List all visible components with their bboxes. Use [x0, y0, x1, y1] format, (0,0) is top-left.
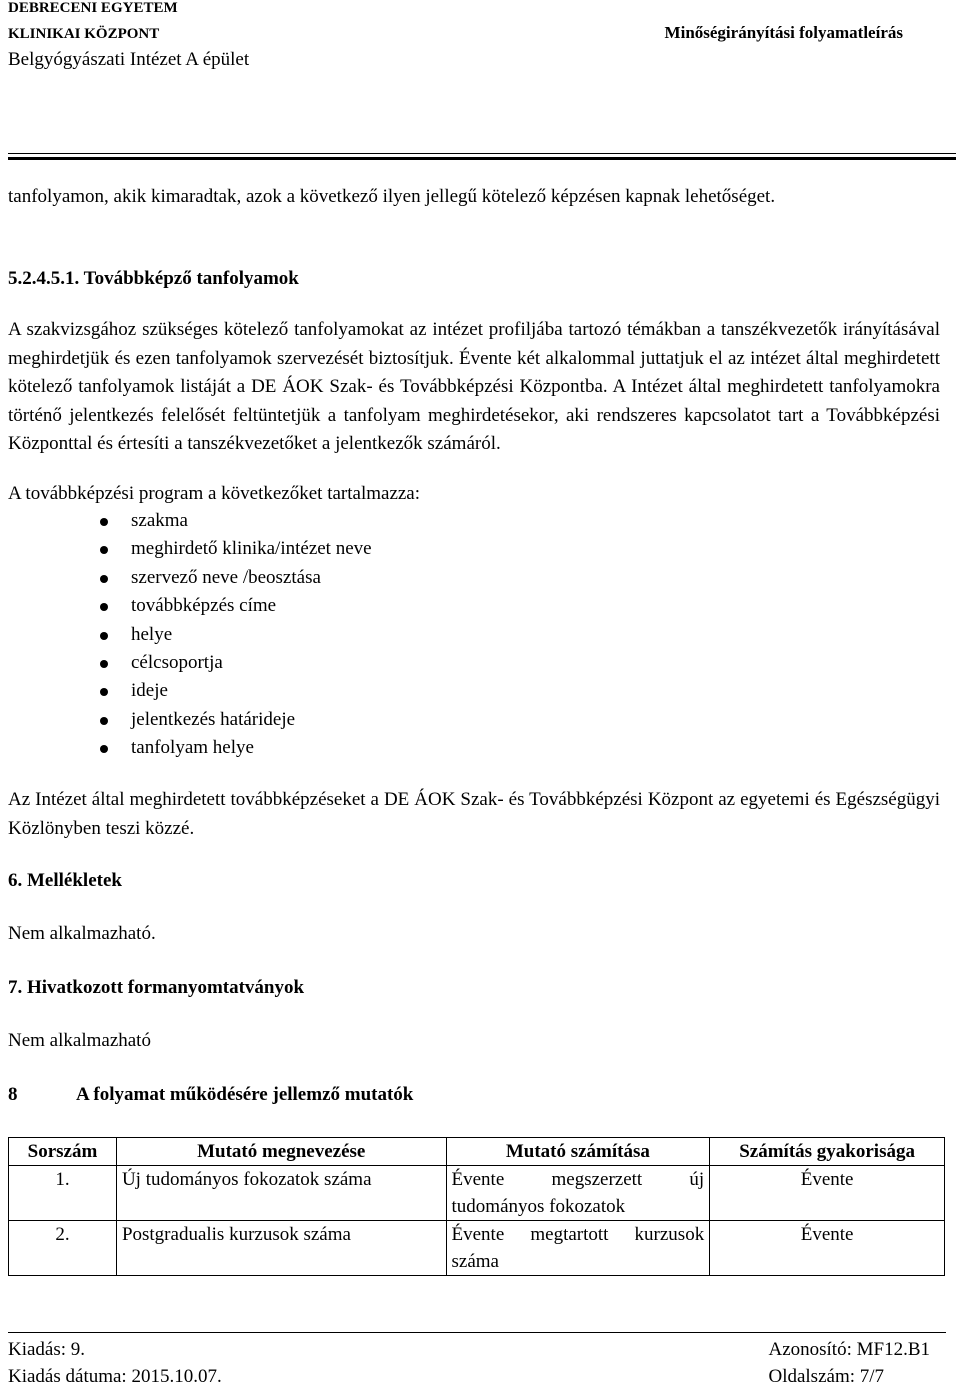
bullet-icon — [100, 745, 108, 753]
bullet-icon — [100, 660, 108, 668]
header-clinic: KLINIKAI KÖZPONT — [8, 26, 160, 42]
footer-edition: Kiadás: 9. — [8, 1339, 86, 1360]
footer-page-number: Oldalszám: 7/7 — [768, 1366, 885, 1387]
header-divider-thin — [8, 153, 956, 154]
table-cell: Új tudományos fokozatok száma — [116, 1166, 446, 1221]
list-item: szakma — [100, 507, 372, 535]
table-cell: Postgradualis kurzusok száma — [116, 1221, 446, 1276]
table-row — [9, 1166, 945, 1221]
table-cell: 2. — [9, 1221, 117, 1276]
list-item: szervező neve /beosztása — [100, 564, 372, 592]
list-item: ideje — [100, 677, 372, 705]
header-university: DEBRECENI EGYETEM — [8, 0, 178, 16]
section-heading-5-2-4-5-1: 5.2.4.5.1. Továbbképző tanfolyamok — [8, 268, 299, 289]
list-item: jelentkezés határideje — [100, 706, 372, 734]
bullet-icon — [100, 688, 108, 696]
bullet-icon — [100, 632, 108, 640]
table-cell: Évente — [710, 1166, 945, 1221]
list-item: célcsoportja — [100, 649, 372, 677]
footer-divider — [8, 1332, 946, 1333]
table-cell: 1. — [9, 1166, 117, 1221]
section-heading-6: 6. Mellékletek — [8, 870, 122, 891]
indicators-table — [8, 1137, 945, 1276]
program-contents-list — [100, 507, 372, 763]
table-header-row — [9, 1138, 945, 1166]
section-heading-7: 7. Hivatkozott formanyomtatványok — [8, 977, 305, 998]
list-item: helye — [100, 621, 372, 649]
list-item: továbbképzés címe — [100, 592, 372, 620]
bullet-icon — [100, 603, 108, 611]
table-cell: Évente — [710, 1221, 945, 1276]
section-heading-8 — [8, 1081, 413, 1109]
program-list-intro: A továbbképzési program a következőket tartalmazza: — [8, 483, 421, 504]
column-header: Számítás gyakorisága — [710, 1138, 945, 1166]
footer-edition-date: Kiadás dátuma: 2015.10.07. — [8, 1366, 222, 1387]
section-8-title: A folyamat működésére jellemző mutatók — [76, 1084, 414, 1105]
list-item: tanfolyam helye — [100, 734, 372, 762]
table-cell: Évente megtartott kurzusok száma — [446, 1221, 710, 1276]
intro-paragraph: tanfolyamon, akik kimaradtak, azok a következő ilyen jellegű kötelező képzésen kapnak lehetőséget. — [8, 186, 776, 207]
section-6-text: Nem alkalmazható. — [8, 923, 156, 944]
footer-right — [768, 1336, 930, 1390]
header-institute: Belgyógyászati Intézet A épület — [8, 49, 250, 70]
table-row — [9, 1221, 945, 1276]
section-7-text: Nem alkalmazható — [8, 1030, 151, 1051]
bullet-icon — [100, 518, 108, 526]
header-divider-thick — [8, 157, 956, 160]
header-document-type: Minőségirányítási folyamatleírás — [664, 23, 903, 42]
table-cell: Évente megszerzett új tudományos fokozatok — [446, 1166, 710, 1221]
footer-document-id: Azonosító: MF12.B1 — [768, 1339, 930, 1360]
publication-paragraph: Az Intézet által meghirdetett továbbképzéseket a DE ÁOK Szak- és Továbbképzési Központ az egyetemi és Egészségügyi Közlönyben teszi közzé. — [8, 789, 940, 839]
list-item: meghirdető klinika/intézet neve — [100, 535, 372, 563]
document-header-left — [8, 0, 249, 71]
bullet-icon — [100, 717, 108, 725]
bullet-icon — [100, 575, 108, 583]
column-header: Sorszám — [9, 1138, 117, 1166]
section-8-number: 8 — [8, 1084, 18, 1105]
bullet-icon — [100, 546, 108, 554]
section-paragraph-continuing-training: A szakvizsgához szükséges kötelező tanfolyamokat az intézet profiljába tartozó témákban a tanszékvezetők irányításával meghirdetjük és ezen tanfolyamok szervezését biztosítjuk. Évente két alkalommal juttatjuk el az intézet által meghirdetett kötelező tanfolyamok listáját a DE ÁOK Szak- és Továbbképzési Központba. A Intézet által meghirdetett tanfolyamokra történő jelentkezés felelősét feltüntetjük a tanfolyam meghirdetésekor, aki rendszeres kapcsolatot tart a Továbbképzési Központtal és értesíti a tanszékvezetőket a jelentkezők számáról. — [8, 319, 940, 454]
footer-left — [8, 1336, 222, 1390]
column-header: Mutató számítása — [446, 1138, 710, 1166]
column-header: Mutató megnevezése — [116, 1138, 446, 1166]
